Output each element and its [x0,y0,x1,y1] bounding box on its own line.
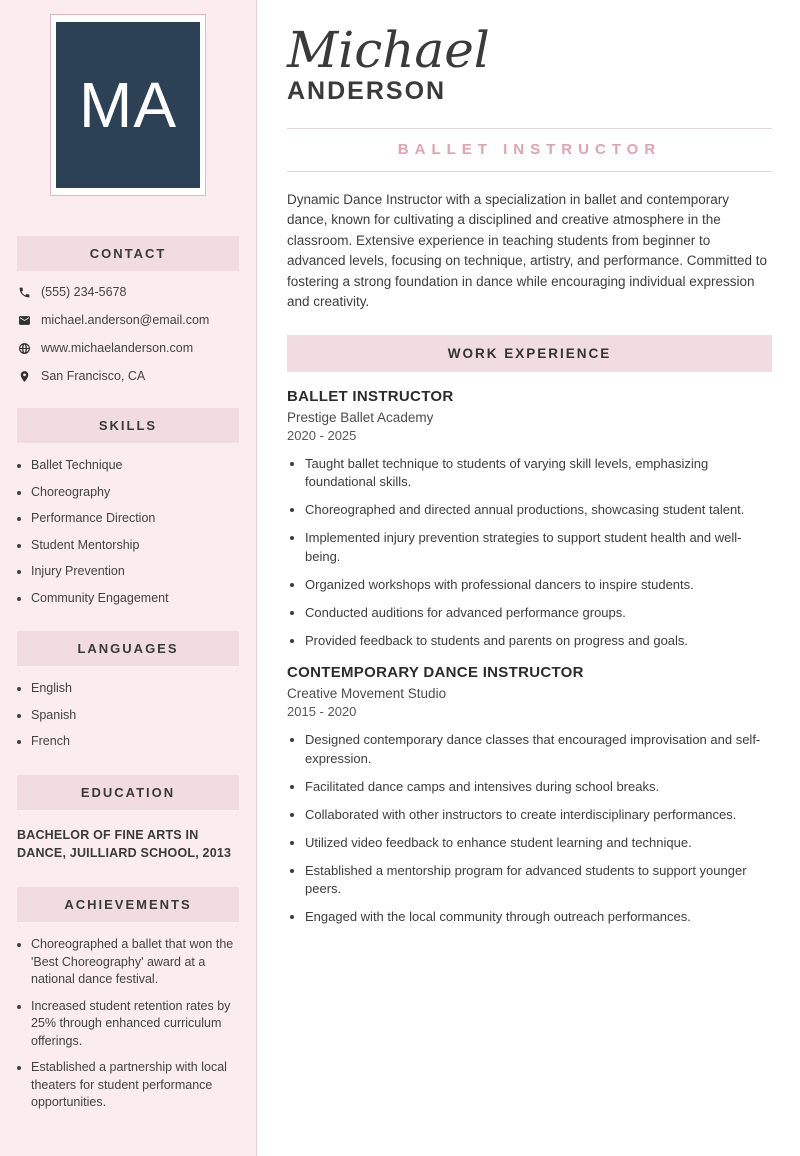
location-icon [18,370,32,384]
last-name: ANDERSON [287,76,447,105]
contact-item-location [18,369,242,384]
contact-item-website [18,341,242,356]
education-section [0,775,256,864]
education-degree-text: BACHELOR OF FINE ARTS IN DANCE, JUILLIARD SCHOOL, 2013 [17,827,232,861]
job-role: BALLET INSTRUCTOR [287,387,454,405]
job-bullet: • Provided feedback to students and parents on progress and goals. [305,632,772,651]
avatar-initials: MA [79,69,177,141]
work-experience-section-title: WORK EXPERIENCE [287,335,772,372]
achievements-list [0,936,244,1112]
contact-email-text: michael.anderson@email.com [41,313,210,327]
achievements-section-title: ACHIEVEMENTS [17,887,239,922]
job-bullet: • Established a mentorship program for advanced students to support younger peers. [305,862,772,900]
skill-item: • Ballet Technique [31,457,244,475]
skills-list [0,457,244,607]
job-bullet: • Collaborated with other instructors to create interdisciplinary performances. [305,806,772,825]
achievement-item: • Increased student retention rates by 25% through enhanced curriculum offerings. [31,998,244,1051]
job-bullet: • Facilitated dance camps and intensives during school breaks. [305,778,772,797]
job-company: Prestige Ballet Academy [287,409,434,425]
contact-item-email [18,313,242,328]
job-bullet: • Implemented injury prevention strategies to support student health and well-being. [305,529,772,567]
language-item: • Spanish [31,707,244,725]
education-section-title: EDUCATION [17,775,239,810]
languages-section [0,631,256,751]
name-header [287,21,772,106]
contact-section [0,236,256,384]
main-column [257,0,800,1156]
job-bullet: • Organized workshops with professional dancers to inspire students. [305,576,772,595]
skill-item: • Choreography [31,484,244,502]
job-dates: 2020 - 2025 [287,427,357,443]
contact-section-title: CONTACT [17,236,239,271]
skill-item: • Student Mentorship [31,537,244,555]
job-title-block [287,128,772,172]
job-bullet: • Engaged with the local community through outreach performances. [305,908,772,927]
job-title: BALLET INSTRUCTOR [397,140,662,158]
contact-phone-text: (555) 234-5678 [41,285,127,299]
profile-initials-avatar [56,22,200,188]
sidebar [0,0,257,1156]
job-bullet: • Choreographed and directed annual productions, showcasing student talent. [305,501,772,520]
skills-section-title: SKILLS [17,408,239,443]
job-bullet: • Utilized video feedback to enhance student learning and technique. [305,834,772,853]
languages-list [0,680,244,751]
job-entry [287,388,772,651]
email-icon [18,314,32,328]
job-entry [287,664,772,927]
job-bullet-list [287,455,772,651]
job-bullet: • Conducted auditions for advanced performance groups. [305,604,772,623]
profile-photo-frame [50,14,206,196]
contact-website-text: www.michaelanderson.com [41,341,194,355]
skills-section [0,408,256,607]
phone-icon [18,286,32,300]
languages-section-title: LANGUAGES [17,631,239,666]
language-item: • English [31,680,244,698]
achievement-item: • Choreographed a ballet that won the 'Best Choreography' award at a national dance festival. [31,936,244,989]
skill-item: • Injury Prevention [31,563,244,581]
job-role: CONTEMPORARY DANCE INSTRUCTOR [287,664,584,682]
skill-item: • Community Engagement [31,590,244,608]
professional-summary: Dynamic Dance Instructor with a specialization in ballet and contemporary dance, known for cultivating a disciplined and creative atmosphere in the classroom. Extensive experience in teaching students from beginner to advanced levels, focusing on technique, artistry, and performance. Committed to fostering a strong foundation in dance while encouraging individual expression and creativity. [287,191,768,310]
contact-location-text: San Francisco, CA [41,369,146,383]
first-name: Michael [287,21,490,79]
job-dates: 2015 - 2020 [287,704,357,720]
language-item: • French [31,733,244,751]
job-bullet-list [287,731,772,927]
contact-item-phone [18,285,242,300]
globe-icon [18,342,32,356]
job-bullet: • Designed contemporary dance classes that encouraged improvisation and self-expression. [305,731,772,769]
skill-item: • Performance Direction [31,510,244,528]
contact-list [0,285,256,384]
job-company: Creative Movement Studio [287,686,447,702]
job-bullet: • Taught ballet technique to students of varying skill levels, emphasizing foundational skills. [305,455,772,493]
achievement-item: • Established a partnership with local theaters for student performance opportunities. [31,1059,244,1112]
achievements-section [0,887,256,1112]
